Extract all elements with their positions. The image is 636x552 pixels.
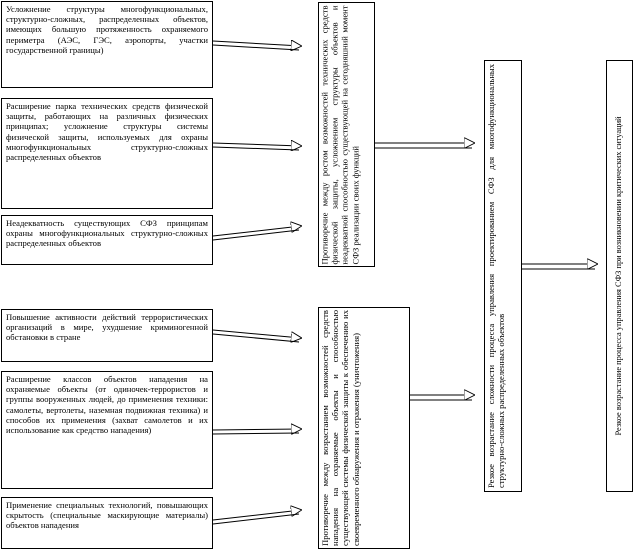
arrow-b5-to-m2: [213, 429, 301, 430]
arrow-b4-to-m2-shadow: [213, 334, 299, 342]
arrow-b4-to-m2: [213, 330, 301, 338]
factor-box-3: [1, 215, 213, 265]
arrow-b2-to-m1: [213, 143, 301, 146]
factor-box-4: [1, 309, 213, 362]
factor-box-3-text: Неадекватность существующих СФЗ принципам охраны многофункциональных структурно-сложных распределенных объектов: [6, 218, 208, 249]
arrow-b5-to-m2-shadow: [213, 433, 299, 434]
critical-situation-box: [606, 60, 633, 492]
factor-box-1: [1, 1, 213, 88]
factor-box-2: [1, 98, 213, 209]
arrow-b2-to-m1-shadow: [213, 147, 299, 150]
arrow-b1-to-m1: [213, 41, 301, 46]
contradiction-box-1-text: Противоречие между ростом возможностей технических средств физической защиты, усложнением структуры объектов и неадекватной способностью существующей на сегодняшний момент СФЗ реализации своих функций: [319, 5, 361, 264]
factor-box-1-text: Усложнение структуры многофункциональных, структурно-сложных, распределенных объектов, имеющих большую протяженность охраняемого периметра (АЭС, ГЭС, аэропорты, участки государственной границы): [6, 4, 208, 55]
factor-box-6: [1, 497, 213, 549]
complexity-design-text: Резкое возрастание сложности процесса управления проектированием СФЗ для многофункциональных структурно-сложных распределенных объектов: [486, 64, 507, 488]
factor-box-5: [1, 371, 213, 489]
factor-box-5-text: Расширение классов объектов нападения на охраняемые объекты (от одиночек-террористов и группы вооруженных людей, до применения техники: самолеты, вертолеты, наземная подвижная техника) и способов их применения (захват самолетов и их использование как средство нападения): [6, 374, 208, 436]
arrow-b1-to-m1-shadow: [213, 45, 299, 50]
complexity-design-box: [484, 60, 522, 492]
critical-situation-text: Резкое возрастание процесса управления СФЗ при возникновении критических ситуаций: [613, 116, 623, 436]
contradiction-box-2: [318, 307, 410, 549]
factor-box-2-text: Расширение парка технических средств физической защиты, работающих на различных физических принципах; усложнение структуры системы физической защиты, используемых для охраны многофункциональных структурно-сложных распределенных объектов: [6, 101, 208, 163]
contradiction-box-2-text: Противоречие между возрастанием возможностей средств нападения на охраняемые объекты и способностью существующей системы физической защиты к обеспечению их своевременного обнаружения и отражения (уничтожения): [320, 310, 361, 546]
factor-box-4-text: Повышение активности действий террористических организаций в мире, ухудшение криминогенной обстановки в стране: [6, 312, 208, 343]
contradiction-box-1: [318, 2, 375, 267]
factor-box-6-text: Применение специальных технологий, повышающих скрытость (специальные маскирующие материалы) объектов нападения: [6, 500, 208, 531]
